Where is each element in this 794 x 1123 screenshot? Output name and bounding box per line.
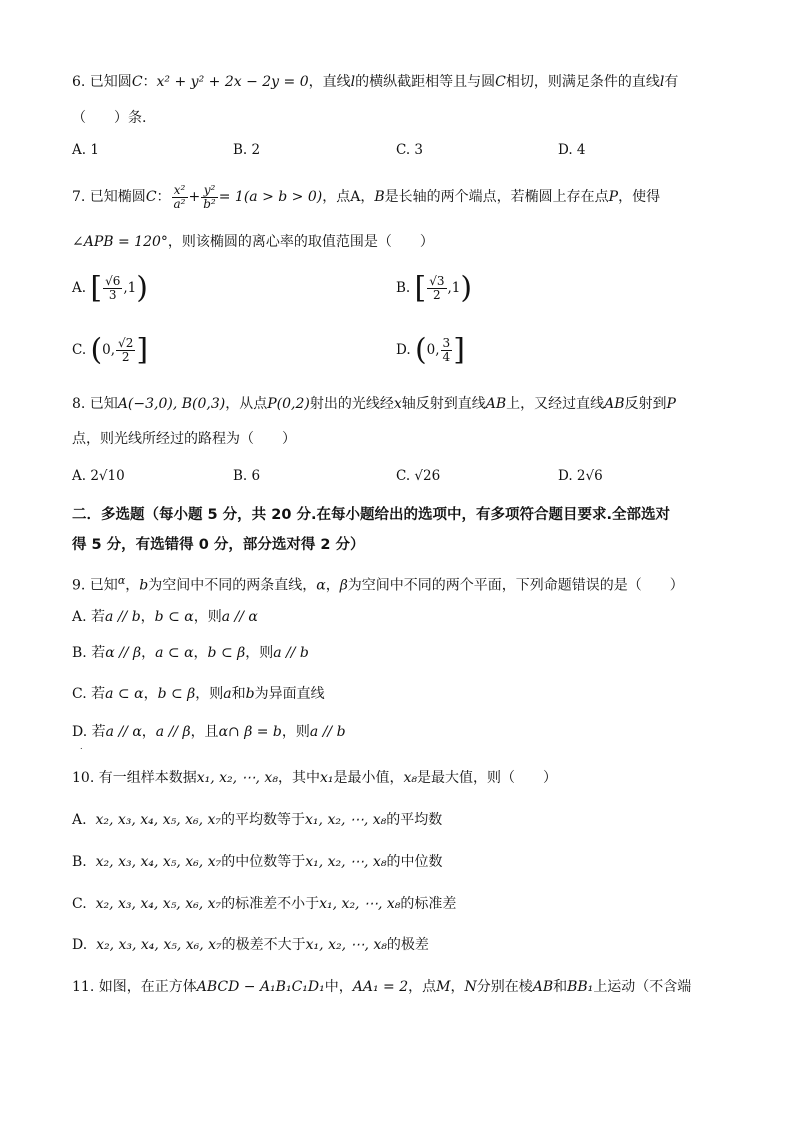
- q6-option-d: D. 4: [558, 142, 586, 158]
- q6-line-label: l: [659, 74, 665, 90]
- q6-circle-label: C: [495, 74, 506, 90]
- section2-heading-line1: 二．多选题（每小题 5 分，共 20 分.在每小题给出的选项中，有多项符合题目要求.全部选对: [72, 507, 670, 523]
- paren-left: (: [90, 332, 103, 368]
- section2-heading-line2: 得 5 分，有选错得 0 分，部分选对得 2 分）: [72, 537, 365, 553]
- q7-text: 7. 已知椭圆: [72, 189, 146, 205]
- q8-points: A(−3,0), B(0,3): [117, 396, 226, 412]
- q8-stem-line2: 点，则光线所经过的路程为（ ）: [72, 431, 296, 447]
- q6-colon: ：: [142, 74, 157, 90]
- q11-stem: 11. 如图，在正方体ABCD − A₁B₁C₁D₁中，AA₁ = 2，点M，N分别在棱AB和BB₁上运动（不含端: [72, 979, 692, 995]
- q6-text: ，直线: [308, 74, 351, 90]
- q8-point-p: P(0,2): [267, 396, 310, 412]
- q8-option-a: A. 2√10: [72, 468, 125, 484]
- q7-point-b: B: [374, 189, 385, 205]
- q7-stem-line1: [72, 182, 660, 212]
- q7-plus: +: [188, 189, 201, 205]
- q6-option-b: B. 2: [233, 142, 261, 158]
- q8-option-d: D. 2√6: [558, 468, 603, 484]
- q10-option-c: C. x₂, x₃, x₄, x₅, x₆, x₇的标准差不小于x₁, x₂, ⋯, x₈的标准差: [72, 896, 457, 912]
- q7-text: 是长轴的两个端点，若椭圆上存在点: [384, 189, 609, 205]
- q7-point-p: P: [608, 189, 619, 205]
- q6-stem-line2: （ ）条.: [72, 110, 147, 126]
- q6-circle-equation: x² + y² + 2x − 2y = 0: [156, 74, 309, 90]
- q7-stem-line2: [72, 232, 434, 252]
- q7-option-a: A. [ $\frac{√6}{3}$ ,1): [72, 270, 148, 306]
- q9-option-c: C. 若a ⊂ α，b ⊂ β，则a和b为异面直线: [72, 686, 325, 702]
- bracket-left: [: [90, 270, 103, 306]
- bracket-left: [: [414, 270, 427, 306]
- q7-angle: ∠APB = 120°: [72, 234, 168, 250]
- bracket-right: ]: [136, 332, 149, 368]
- q10-option-b: B. x₂, x₃, x₄, x₅, x₆, x₇的中位数等于x₁, x₂, ⋯, x₈的中位数: [72, 854, 443, 870]
- q7-fraction-x: $\frac{\text{x²}}{\text{a²}}$: [173, 182, 186, 211]
- q7-option-d: D. (0, $\frac{3}{4}$ ]: [396, 332, 465, 368]
- paren-right: ): [136, 270, 148, 306]
- q6-option-a: A. 1: [72, 142, 99, 158]
- q7-colon: ：: [156, 189, 171, 205]
- paren-right: ): [460, 270, 473, 306]
- q6-stem-line1: [72, 72, 678, 92]
- q7-option-c: C. (0, $\frac{√2}{2}$ ]: [72, 332, 149, 368]
- q6-text: 有: [664, 74, 679, 90]
- q10-option-a: A. x₂, x₃, x₄, x₅, x₆, x₇的平均数等于x₁, x₂, ⋯, x₈的平均数: [72, 812, 443, 828]
- q7-text: ，点A，: [322, 189, 375, 205]
- q6-text: 的横纵截距相等且与圆: [355, 74, 496, 90]
- q6-option-c: C. 3: [396, 142, 424, 158]
- q7-text: ，使得: [618, 189, 661, 205]
- q9-stem: 9. 已知$^\alpha$，b为空间中不同的两条直线，α，β为空间中不同的两个平面，下列命题错误的是（ ）: [72, 574, 684, 594]
- stray-dot: .: [80, 742, 83, 751]
- q6-line-label: l: [350, 74, 356, 90]
- q7-ellipse-condition: = 1(a > b > 0): [218, 189, 323, 205]
- q7-option-b: B. [ $\frac{√3}{2}$ ,1): [396, 270, 473, 306]
- q6-circle-label: C: [131, 74, 143, 90]
- q9-option-d: D. 若a // α，a // β，且α∩ β = b，则a // b: [72, 724, 346, 740]
- q9-option-b: B. 若α // β，a ⊂ α，b ⊂ β，则a // b: [72, 645, 309, 661]
- q7-fraction-y: $\frac{\text{y²}}{\text{b²}}$: [203, 182, 216, 211]
- q7-ellipse-label: C: [145, 189, 157, 205]
- q8-option-b: B. 6: [233, 468, 261, 484]
- q7-text: ，则该椭圆的离心率的取值范围是（ ）: [167, 234, 434, 250]
- paren-left: (: [414, 332, 427, 368]
- q10-stem: 10. 有一组样本数据x₁, x₂, ⋯, x₈，其中x₁是最小值，x₈是最大值，则（ ）: [72, 770, 557, 786]
- q8-option-c: C. √26: [396, 468, 441, 484]
- q8-stem-line1: 8. 已知A(−3,0), B(0,3)，从点P(0,2)射出的光线经x轴反射到直线AB上，又经过直线AB反射到P: [72, 396, 676, 412]
- bracket-right: ]: [453, 332, 465, 368]
- q6-text: 相切，则满足条件的直线: [505, 74, 660, 90]
- q6-text: 6. 已知圆: [72, 74, 132, 90]
- q10-option-d: D. x₂, x₃, x₄, x₅, x₆, x₇的极差不大于x₁, x₂, ⋯, x₈的极差: [72, 937, 429, 953]
- q9-option-a: A. 若a // b，b ⊂ α，则a // α: [72, 609, 258, 625]
